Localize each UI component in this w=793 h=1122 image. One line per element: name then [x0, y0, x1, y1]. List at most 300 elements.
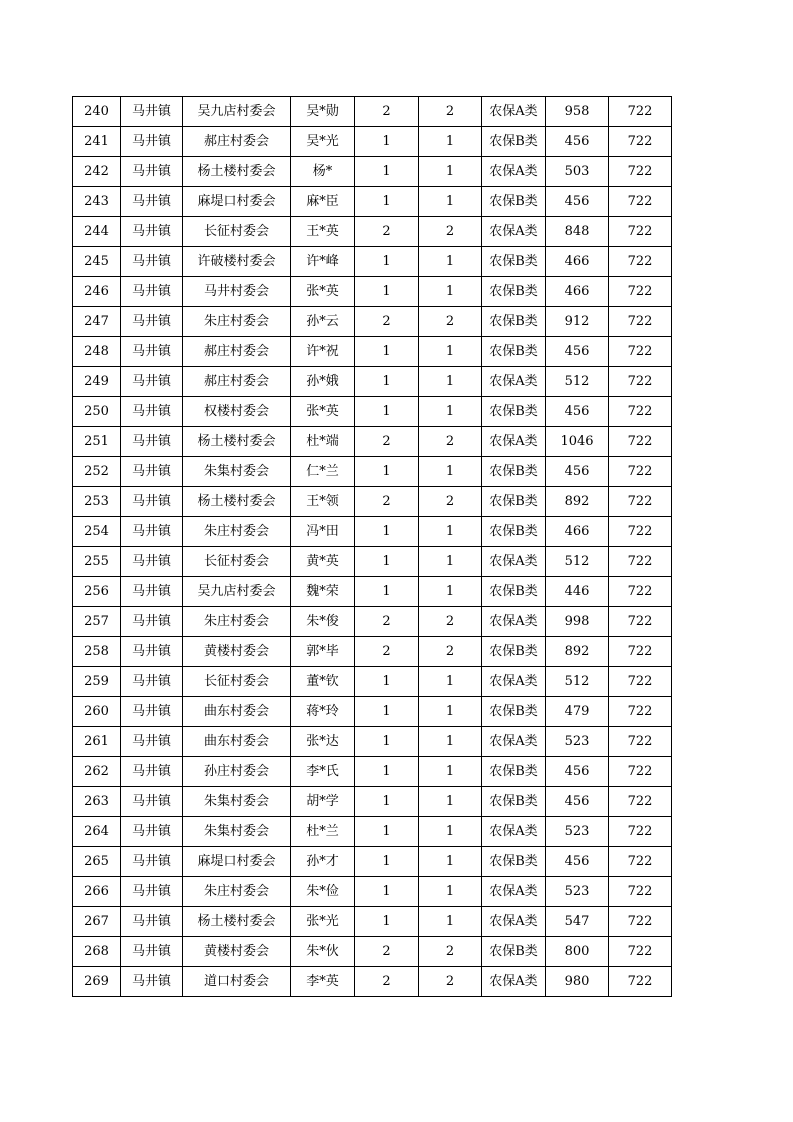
standard-cell: 722 [609, 187, 672, 217]
count-a-cell: 1 [355, 907, 419, 937]
amount-cell: 523 [546, 727, 609, 757]
name-cell: 朱*俭 [291, 877, 355, 907]
amount-cell: 466 [546, 247, 609, 277]
village-committee-cell: 长征村委会 [183, 217, 291, 247]
category-cell: 农保B类 [482, 487, 546, 517]
table-row [73, 877, 672, 907]
category-cell: 农保B类 [482, 847, 546, 877]
town-cell: 马井镇 [121, 817, 183, 847]
row-number-cell: 262 [73, 757, 121, 787]
count-b-cell: 1 [419, 367, 482, 397]
table-row [73, 457, 672, 487]
town-cell: 马井镇 [121, 337, 183, 367]
standard-cell: 722 [609, 817, 672, 847]
table-row [73, 757, 672, 787]
village-committee-cell: 道口村委会 [183, 967, 291, 997]
name-cell: 吴*光 [291, 127, 355, 157]
category-cell: 农保B类 [482, 307, 546, 337]
name-cell: 许*峰 [291, 247, 355, 277]
table-row [73, 697, 672, 727]
row-number-cell: 268 [73, 937, 121, 967]
row-number-cell: 243 [73, 187, 121, 217]
name-cell: 蒋*玲 [291, 697, 355, 727]
amount-cell: 547 [546, 907, 609, 937]
row-number-cell: 261 [73, 727, 121, 757]
count-b-cell: 2 [419, 307, 482, 337]
count-a-cell: 1 [355, 367, 419, 397]
count-b-cell: 1 [419, 157, 482, 187]
village-committee-cell: 杨土楼村委会 [183, 907, 291, 937]
village-committee-cell: 长征村委会 [183, 667, 291, 697]
count-a-cell: 1 [355, 667, 419, 697]
name-cell: 王*领 [291, 487, 355, 517]
table-row [73, 847, 672, 877]
name-cell: 冯*田 [291, 517, 355, 547]
category-cell: 农保A类 [482, 97, 546, 127]
amount-cell: 998 [546, 607, 609, 637]
row-number-cell: 252 [73, 457, 121, 487]
row-number-cell: 260 [73, 697, 121, 727]
town-cell: 马井镇 [121, 247, 183, 277]
standard-cell: 722 [609, 307, 672, 337]
standard-cell: 722 [609, 337, 672, 367]
category-cell: 农保A类 [482, 727, 546, 757]
town-cell: 马井镇 [121, 277, 183, 307]
village-committee-cell: 朱庄村委会 [183, 607, 291, 637]
category-cell: 农保B类 [482, 337, 546, 367]
town-cell: 马井镇 [121, 697, 183, 727]
standard-cell: 722 [609, 757, 672, 787]
town-cell: 马井镇 [121, 877, 183, 907]
amount-cell: 512 [546, 367, 609, 397]
name-cell: 李*氏 [291, 757, 355, 787]
count-b-cell: 2 [419, 427, 482, 457]
category-cell: 农保A类 [482, 157, 546, 187]
town-cell: 马井镇 [121, 847, 183, 877]
amount-cell: 892 [546, 637, 609, 667]
amount-cell: 446 [546, 577, 609, 607]
town-cell: 马井镇 [121, 937, 183, 967]
category-cell: 农保B类 [482, 457, 546, 487]
town-cell: 马井镇 [121, 397, 183, 427]
count-a-cell: 1 [355, 247, 419, 277]
row-number-cell: 241 [73, 127, 121, 157]
category-cell: 农保A类 [482, 607, 546, 637]
standard-cell: 722 [609, 637, 672, 667]
standard-cell: 722 [609, 277, 672, 307]
village-committee-cell: 黄楼村委会 [183, 637, 291, 667]
village-committee-cell: 郝庄村委会 [183, 127, 291, 157]
category-cell: 农保B类 [482, 637, 546, 667]
count-b-cell: 1 [419, 187, 482, 217]
count-a-cell: 1 [355, 397, 419, 427]
row-number-cell: 267 [73, 907, 121, 937]
category-cell: 农保A类 [482, 217, 546, 247]
category-cell: 农保B类 [482, 187, 546, 217]
amount-cell: 456 [546, 757, 609, 787]
count-b-cell: 1 [419, 667, 482, 697]
category-cell: 农保A类 [482, 877, 546, 907]
count-b-cell: 1 [419, 277, 482, 307]
name-cell: 张*达 [291, 727, 355, 757]
amount-cell: 456 [546, 457, 609, 487]
table-row [73, 367, 672, 397]
count-a-cell: 1 [355, 577, 419, 607]
town-cell: 马井镇 [121, 667, 183, 697]
town-cell: 马井镇 [121, 907, 183, 937]
count-b-cell: 1 [419, 547, 482, 577]
village-committee-cell: 吴九店村委会 [183, 577, 291, 607]
name-cell: 孙*云 [291, 307, 355, 337]
name-cell: 张*英 [291, 277, 355, 307]
standard-cell: 722 [609, 727, 672, 757]
standard-cell: 722 [609, 667, 672, 697]
row-number-cell: 240 [73, 97, 121, 127]
category-cell: 农保B类 [482, 577, 546, 607]
count-a-cell: 2 [355, 217, 419, 247]
table-row [73, 277, 672, 307]
standard-cell: 722 [609, 247, 672, 277]
count-a-cell: 2 [355, 637, 419, 667]
row-number-cell: 258 [73, 637, 121, 667]
table-row [73, 727, 672, 757]
count-a-cell: 1 [355, 277, 419, 307]
name-cell: 黄*英 [291, 547, 355, 577]
name-cell: 魏*荣 [291, 577, 355, 607]
village-committee-cell: 朱集村委会 [183, 817, 291, 847]
village-committee-cell: 吴九店村委会 [183, 97, 291, 127]
amount-cell: 800 [546, 937, 609, 967]
standard-cell: 722 [609, 877, 672, 907]
town-cell: 马井镇 [121, 157, 183, 187]
table-row [73, 577, 672, 607]
count-b-cell: 2 [419, 937, 482, 967]
village-committee-cell: 杨土楼村委会 [183, 427, 291, 457]
name-cell: 孙*才 [291, 847, 355, 877]
standard-cell: 722 [609, 577, 672, 607]
count-b-cell: 2 [419, 967, 482, 997]
town-cell: 马井镇 [121, 637, 183, 667]
amount-cell: 912 [546, 307, 609, 337]
village-committee-cell: 许破楼村委会 [183, 247, 291, 277]
town-cell: 马井镇 [121, 787, 183, 817]
standard-cell: 722 [609, 157, 672, 187]
village-committee-cell: 朱集村委会 [183, 787, 291, 817]
amount-cell: 892 [546, 487, 609, 517]
category-cell: 农保B类 [482, 127, 546, 157]
table-row [73, 637, 672, 667]
village-committee-cell: 杨土楼村委会 [183, 157, 291, 187]
town-cell: 马井镇 [121, 217, 183, 247]
town-cell: 马井镇 [121, 457, 183, 487]
amount-cell: 980 [546, 967, 609, 997]
row-number-cell: 246 [73, 277, 121, 307]
category-cell: 农保A类 [482, 667, 546, 697]
count-b-cell: 1 [419, 727, 482, 757]
row-number-cell: 265 [73, 847, 121, 877]
village-committee-cell: 孙庄村委会 [183, 757, 291, 787]
count-b-cell: 1 [419, 127, 482, 157]
row-number-cell: 253 [73, 487, 121, 517]
table-row [73, 667, 672, 697]
town-cell: 马井镇 [121, 607, 183, 637]
town-cell: 马井镇 [121, 97, 183, 127]
table-body [73, 97, 672, 997]
village-committee-cell: 曲东村委会 [183, 697, 291, 727]
table-row [73, 97, 672, 127]
name-cell: 吴*勋 [291, 97, 355, 127]
amount-cell: 466 [546, 277, 609, 307]
table-row [73, 817, 672, 847]
name-cell: 李*英 [291, 967, 355, 997]
count-a-cell: 2 [355, 607, 419, 637]
row-number-cell: 250 [73, 397, 121, 427]
name-cell: 仁*兰 [291, 457, 355, 487]
row-number-cell: 242 [73, 157, 121, 187]
table-row [73, 607, 672, 637]
row-number-cell: 264 [73, 817, 121, 847]
count-b-cell: 1 [419, 787, 482, 817]
row-number-cell: 255 [73, 547, 121, 577]
table-row [73, 307, 672, 337]
count-a-cell: 1 [355, 787, 419, 817]
name-cell: 王*英 [291, 217, 355, 247]
row-number-cell: 247 [73, 307, 121, 337]
town-cell: 马井镇 [121, 757, 183, 787]
table-row [73, 127, 672, 157]
count-b-cell: 1 [419, 697, 482, 727]
amount-cell: 456 [546, 187, 609, 217]
category-cell: 农保B类 [482, 757, 546, 787]
row-number-cell: 249 [73, 367, 121, 397]
town-cell: 马井镇 [121, 487, 183, 517]
row-number-cell: 245 [73, 247, 121, 277]
count-a-cell: 1 [355, 697, 419, 727]
table-row [73, 967, 672, 997]
count-a-cell: 2 [355, 97, 419, 127]
count-b-cell: 1 [419, 907, 482, 937]
name-cell: 孙*娥 [291, 367, 355, 397]
count-a-cell: 2 [355, 937, 419, 967]
category-cell: 农保A类 [482, 367, 546, 397]
town-cell: 马井镇 [121, 577, 183, 607]
name-cell: 郭*毕 [291, 637, 355, 667]
row-number-cell: 254 [73, 517, 121, 547]
amount-cell: 512 [546, 667, 609, 697]
count-b-cell: 1 [419, 337, 482, 367]
category-cell: 农保A类 [482, 427, 546, 457]
table-row [73, 937, 672, 967]
count-a-cell: 1 [355, 847, 419, 877]
count-a-cell: 2 [355, 487, 419, 517]
row-number-cell: 256 [73, 577, 121, 607]
town-cell: 马井镇 [121, 547, 183, 577]
category-cell: 农保B类 [482, 937, 546, 967]
count-b-cell: 1 [419, 517, 482, 547]
count-b-cell: 2 [419, 637, 482, 667]
town-cell: 马井镇 [121, 967, 183, 997]
row-number-cell: 259 [73, 667, 121, 697]
amount-cell: 479 [546, 697, 609, 727]
name-cell: 杨* [291, 157, 355, 187]
village-committee-cell: 朱庄村委会 [183, 307, 291, 337]
row-number-cell: 266 [73, 877, 121, 907]
count-a-cell: 1 [355, 337, 419, 367]
standard-cell: 722 [609, 967, 672, 997]
category-cell: 农保B类 [482, 277, 546, 307]
count-b-cell: 2 [419, 97, 482, 127]
standard-cell: 722 [609, 517, 672, 547]
count-a-cell: 1 [355, 877, 419, 907]
name-cell: 胡*学 [291, 787, 355, 817]
table-row [73, 487, 672, 517]
village-committee-cell: 郝庄村委会 [183, 367, 291, 397]
town-cell: 马井镇 [121, 127, 183, 157]
village-committee-cell: 曲东村委会 [183, 727, 291, 757]
standard-cell: 722 [609, 427, 672, 457]
count-a-cell: 1 [355, 127, 419, 157]
village-committee-cell: 黄楼村委会 [183, 937, 291, 967]
count-a-cell: 1 [355, 817, 419, 847]
table-row [73, 547, 672, 577]
category-cell: 农保B类 [482, 247, 546, 277]
village-committee-cell: 朱庄村委会 [183, 517, 291, 547]
row-number-cell: 251 [73, 427, 121, 457]
standard-cell: 722 [609, 787, 672, 817]
amount-cell: 456 [546, 787, 609, 817]
amount-cell: 456 [546, 847, 609, 877]
count-a-cell: 2 [355, 427, 419, 457]
standard-cell: 722 [609, 487, 672, 517]
name-cell: 杜*端 [291, 427, 355, 457]
table-row [73, 157, 672, 187]
name-cell: 朱*伙 [291, 937, 355, 967]
village-committee-cell: 朱集村委会 [183, 457, 291, 487]
town-cell: 马井镇 [121, 367, 183, 397]
village-committee-cell: 长征村委会 [183, 547, 291, 577]
table-row [73, 787, 672, 817]
town-cell: 马井镇 [121, 187, 183, 217]
count-b-cell: 1 [419, 247, 482, 277]
count-a-cell: 1 [355, 517, 419, 547]
village-committee-cell: 朱庄村委会 [183, 877, 291, 907]
table-row [73, 187, 672, 217]
village-committee-cell: 麻堤口村委会 [183, 187, 291, 217]
count-b-cell: 1 [419, 877, 482, 907]
name-cell: 许*祝 [291, 337, 355, 367]
town-cell: 马井镇 [121, 727, 183, 757]
table-row [73, 217, 672, 247]
town-cell: 马井镇 [121, 307, 183, 337]
table-row [73, 397, 672, 427]
table-row [73, 337, 672, 367]
amount-cell: 466 [546, 517, 609, 547]
village-committee-cell: 马井村委会 [183, 277, 291, 307]
count-a-cell: 1 [355, 757, 419, 787]
row-number-cell: 257 [73, 607, 121, 637]
standard-cell: 722 [609, 127, 672, 157]
name-cell: 朱*俊 [291, 607, 355, 637]
village-committee-cell: 杨土楼村委会 [183, 487, 291, 517]
count-b-cell: 1 [419, 457, 482, 487]
category-cell: 农保A类 [482, 817, 546, 847]
count-b-cell: 1 [419, 577, 482, 607]
standard-cell: 722 [609, 937, 672, 967]
standard-cell: 722 [609, 907, 672, 937]
amount-cell: 523 [546, 877, 609, 907]
row-number-cell: 248 [73, 337, 121, 367]
row-number-cell: 269 [73, 967, 121, 997]
town-cell: 马井镇 [121, 427, 183, 457]
standard-cell: 722 [609, 547, 672, 577]
table-row [73, 427, 672, 457]
table-row [73, 517, 672, 547]
amount-cell: 456 [546, 337, 609, 367]
category-cell: 农保A类 [482, 967, 546, 997]
amount-cell: 958 [546, 97, 609, 127]
name-cell: 麻*臣 [291, 187, 355, 217]
standard-cell: 722 [609, 217, 672, 247]
count-b-cell: 2 [419, 607, 482, 637]
count-b-cell: 1 [419, 817, 482, 847]
amount-cell: 456 [546, 127, 609, 157]
count-b-cell: 1 [419, 397, 482, 427]
amount-cell: 456 [546, 397, 609, 427]
standard-cell: 722 [609, 847, 672, 877]
table-row [73, 247, 672, 277]
count-a-cell: 2 [355, 307, 419, 337]
count-b-cell: 1 [419, 757, 482, 787]
count-a-cell: 1 [355, 187, 419, 217]
name-cell: 杜*兰 [291, 817, 355, 847]
village-committee-cell: 权楼村委会 [183, 397, 291, 427]
standard-cell: 722 [609, 397, 672, 427]
amount-cell: 848 [546, 217, 609, 247]
name-cell: 张*英 [291, 397, 355, 427]
category-cell: 农保B类 [482, 787, 546, 817]
count-b-cell: 1 [419, 847, 482, 877]
standard-cell: 722 [609, 367, 672, 397]
count-a-cell: 1 [355, 457, 419, 487]
count-b-cell: 2 [419, 487, 482, 517]
category-cell: 农保B类 [482, 517, 546, 547]
village-committee-cell: 麻堤口村委会 [183, 847, 291, 877]
standard-cell: 722 [609, 457, 672, 487]
count-a-cell: 1 [355, 157, 419, 187]
count-a-cell: 1 [355, 727, 419, 757]
row-number-cell: 244 [73, 217, 121, 247]
data-table [72, 96, 672, 997]
amount-cell: 523 [546, 817, 609, 847]
name-cell: 张*光 [291, 907, 355, 937]
count-a-cell: 1 [355, 547, 419, 577]
amount-cell: 503 [546, 157, 609, 187]
count-a-cell: 2 [355, 967, 419, 997]
category-cell: 农保B类 [482, 397, 546, 427]
category-cell: 农保B类 [482, 697, 546, 727]
count-b-cell: 2 [419, 217, 482, 247]
category-cell: 农保A类 [482, 907, 546, 937]
town-cell: 马井镇 [121, 517, 183, 547]
row-number-cell: 263 [73, 787, 121, 817]
standard-cell: 722 [609, 697, 672, 727]
table-row [73, 907, 672, 937]
standard-cell: 722 [609, 607, 672, 637]
amount-cell: 1046 [546, 427, 609, 457]
name-cell: 董*钦 [291, 667, 355, 697]
amount-cell: 512 [546, 547, 609, 577]
category-cell: 农保A类 [482, 547, 546, 577]
